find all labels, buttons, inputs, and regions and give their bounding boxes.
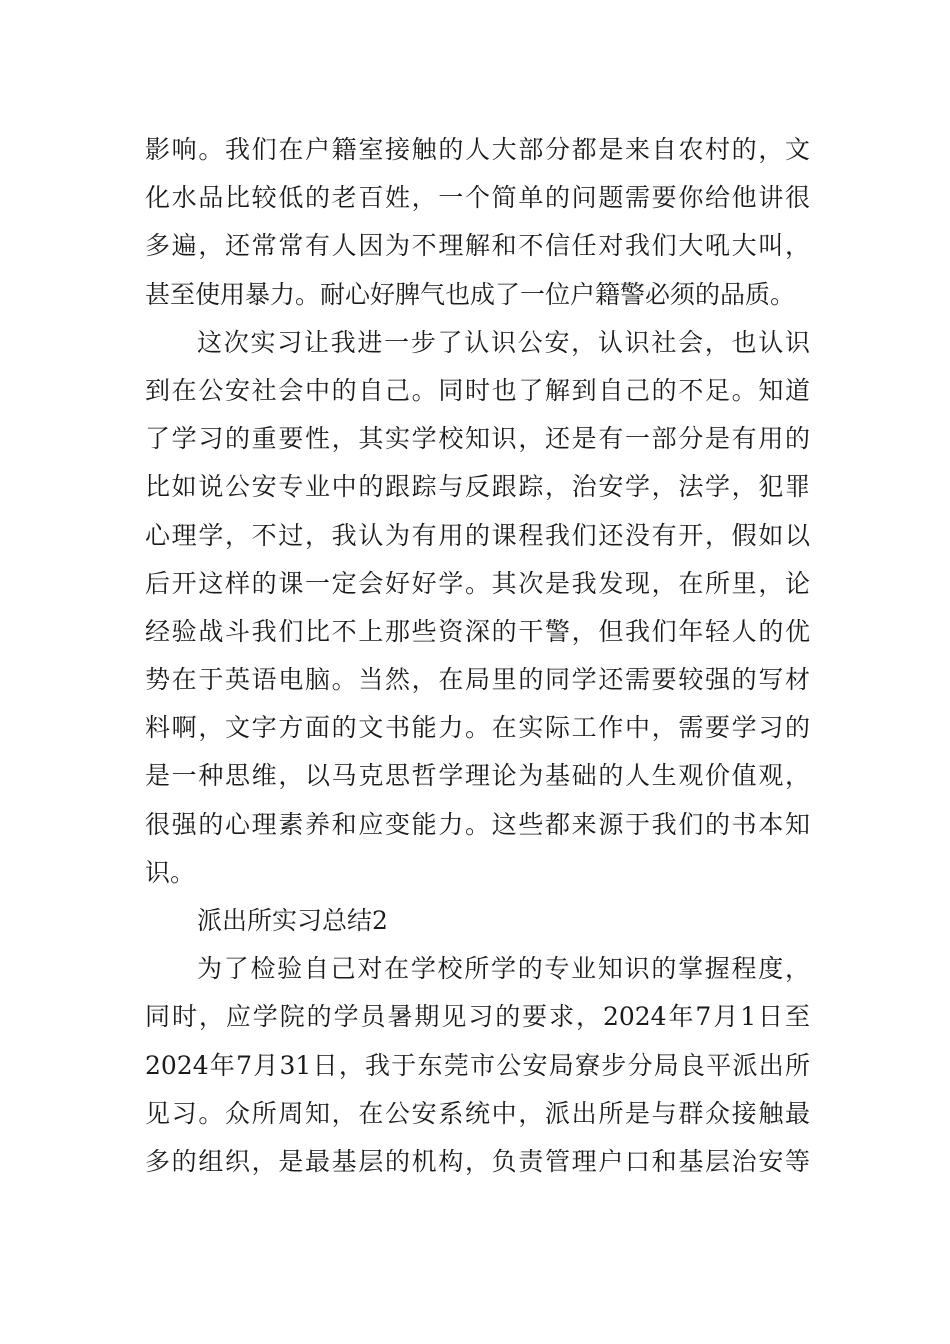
text-line: 到在公安社会中的自己。同时也了解到自己的不足。知道	[145, 375, 810, 405]
text-line: 心理学，不过，我认为有用的课程我们还没有开，假如以	[145, 520, 810, 550]
text-line: 多的组织，是最基层的机构，负责管理户口和基层治安等	[145, 1146, 810, 1176]
text-line: 同时，应学院的学员暑期见习的要求，2024年7月1日至	[145, 1002, 810, 1032]
text-line: 势在于英语电脑。当然，在局里的同学还需要较强的写材	[145, 665, 810, 695]
text-line: 2024年7月31日，我于东莞市公安局寮步分局良平派出所	[145, 1050, 810, 1080]
section-heading: 派出所实习总结2	[197, 906, 388, 935]
text-line: 这次实习让我进一步了认识公安，认识社会，也认识	[197, 327, 810, 357]
text-line: 了学习的重要性，其实学校知识，还是有一部分是有用的	[145, 424, 810, 454]
text-line: 后开这样的课一定会好好学。其次是我发现，在所里，论	[145, 568, 810, 598]
text-line: 见习。众所周知，在公安系统中，派出所是与群众接触最	[145, 1098, 810, 1128]
text-line: 为了检验自己对在学校所学的专业知识的掌握程度，	[197, 954, 810, 984]
text-line: 影响。我们在户籍室接触的人大部分都是来自农村的，文	[145, 135, 810, 164]
text-line: 是一种思维，以马克思哲学理论为基础的人生观价值观，	[145, 761, 810, 791]
text-line: 甚至使用暴力。耐心好脾气也成了一位户籍警必须的品质。	[145, 279, 796, 309]
text-line: 很强的心理素养和应变能力。这些都来源于我们的书本知	[145, 809, 810, 839]
text-line: 化水品比较低的老百姓，一个简单的问题需要你给他讲很	[145, 183, 810, 213]
text-line: 比如说公安专业中的跟踪与反跟踪，治安学，法学，犯罪	[145, 472, 810, 502]
text-line: 料啊，文字方面的文书能力。在实际工作中，需要学习的	[145, 713, 810, 743]
text-line: 识。	[145, 857, 196, 887]
text-line: 经验战斗我们比不上那些资深的干警，但我们年轻人的优	[145, 616, 810, 646]
text-line: 多遍，还常常有人因为不理解和不信任对我们大吼大叫，	[145, 231, 810, 261]
document-body	[145, 126, 810, 1186]
